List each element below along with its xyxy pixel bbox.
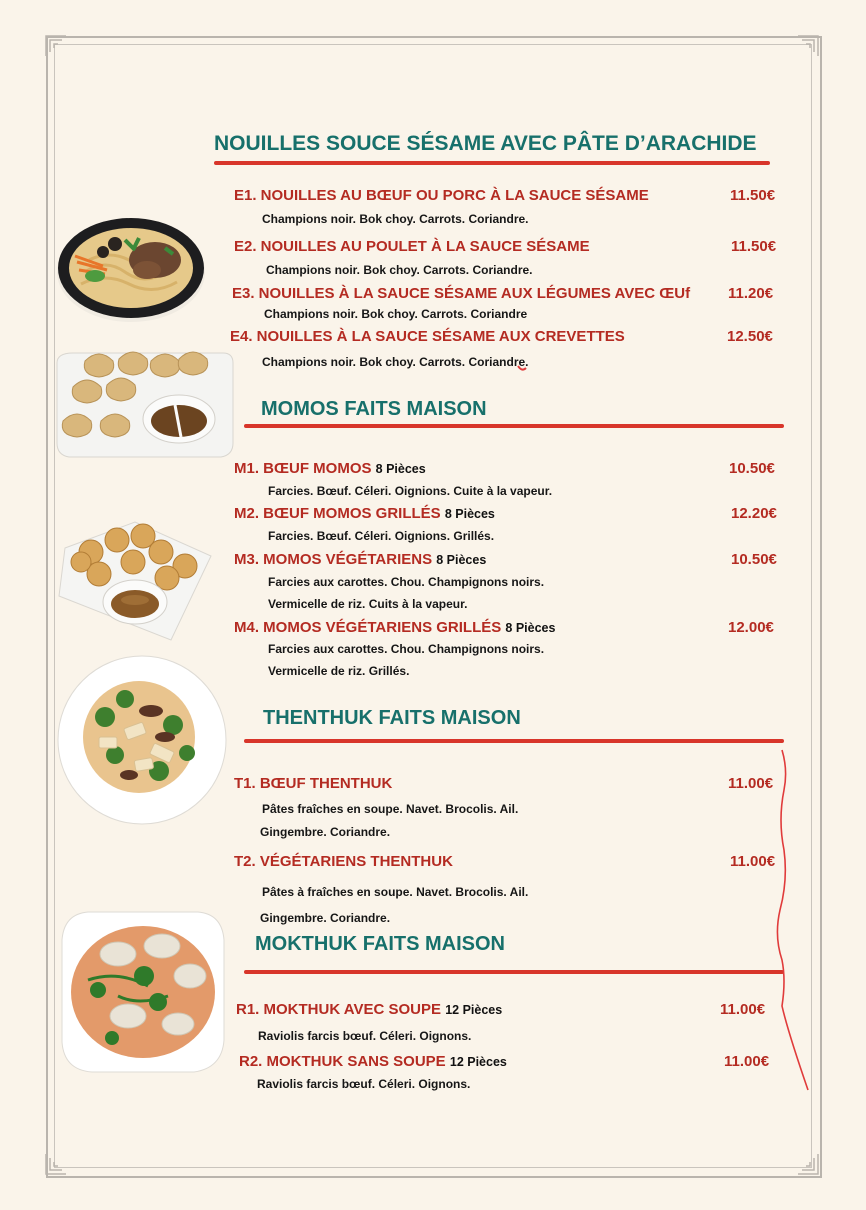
item-title-m4: M4. MOMOS VÉGÉTARIENS GRILLÉS 8 Pièces: [234, 619, 556, 636]
section-rule: [244, 970, 784, 974]
item-title-e4: E4. NOUILLES À LA SAUCE SÉSAME AUX CREVETTES: [230, 328, 625, 345]
item-price-e4: 12.50€: [727, 328, 773, 345]
item-desc-t2-line2: Gingembre. Coriandre.: [260, 911, 391, 925]
red-ink-bracket: [758, 748, 814, 1092]
grilled-momos-image: [55, 518, 217, 644]
corner-ornament-bottom-left: [44, 1152, 68, 1176]
item-price-m3: 10.50€: [731, 551, 777, 568]
item-title-r1: R1. MOKTHUK AVEC SOUPE 12 Pièces: [236, 1001, 503, 1018]
corner-ornament-top-left: [44, 34, 68, 58]
item-desc-e4: Champions noir. Bok choy. Carrots. Coriandre.: [262, 355, 529, 369]
steamed-momos-image: [55, 345, 235, 463]
item-title-m1: M1. BŒUF MOMOS 8 Pièces: [234, 460, 426, 477]
item-price-e1: 11.50€: [730, 187, 776, 204]
item-pieces: 12 Pièces: [449, 1055, 507, 1069]
item-desc-m3-line2: Vermicelle de riz. Cuits à la vapeur.: [268, 597, 468, 611]
item-price-t1: 11.00€: [728, 775, 774, 792]
item-pieces: 8 Pièces: [505, 621, 556, 635]
item-title-m2: M2. BŒUF MOMOS GRILLÉS 8 Pièces: [234, 505, 495, 522]
item-desc-t1-line2: Gingembre. Coriandre.: [260, 825, 391, 839]
item-title-m3: M3. MOMOS VÉGÉTARIENS 8 Pièces: [234, 551, 487, 568]
section-title-mokthuk: MOKTHUK FAITS MAISON: [255, 933, 505, 955]
section-rule: [244, 424, 784, 428]
item-price-m2: 12.20€: [731, 505, 777, 522]
section-title-thenthuk: THENTHUK FAITS MAISON: [263, 707, 521, 729]
item-price-m1: 10.50€: [729, 460, 775, 477]
item-desc-e3: Champions noir. Bok choy. Carrots. Coriandre: [264, 307, 528, 321]
noodle-bowl-image: [55, 212, 207, 324]
item-desc-m3-line1: Farcies aux carottes. Chou. Champignons noirs.: [268, 575, 545, 589]
item-pieces: 8 Pièces: [375, 462, 426, 476]
item-desc-e2: Champions noir. Bok choy. Carrots. Coriandre.: [266, 263, 533, 277]
section-title-momos: MOMOS FAITS MAISON: [261, 398, 487, 420]
item-price-m4: 12.00€: [728, 619, 774, 636]
section-title-nouilles: NOUILLES SOUCE SÉSAME AVEC PÂTE D’ARACHIDE: [214, 132, 757, 155]
item-price-e3: 11.20€: [728, 285, 774, 302]
thenthuk-bowl-image: [55, 655, 229, 825]
item-price-t2: 11.00€: [730, 853, 776, 870]
item-title-r2: R2. MOKTHUK SANS SOUPE 12 Pièces: [239, 1053, 507, 1070]
item-desc-m4-line2: Vermicelle de riz. Grillés.: [268, 664, 410, 678]
mokthuk-bowl-image: [58, 906, 228, 1076]
item-title-t1: T1. BŒUF THENTHUK: [234, 775, 393, 792]
item-price-e2: 11.50€: [731, 238, 777, 255]
item-desc-t1-line1: Pâtes fraîches en soupe. Navet. Brocolis. Ail.: [262, 802, 519, 816]
section-rule: [244, 739, 784, 743]
item-desc-m2: Farcies. Bœuf. Céleri. Oignions. Grillés.: [268, 529, 495, 543]
item-price-r2: 11.00€: [724, 1053, 770, 1070]
item-desc-t2-line1: Pâtes à fraîches en soupe. Navet. Brocolis. Ail.: [262, 885, 529, 899]
item-title-e2: E2. NOUILLES AU POULET À LA SAUCE SÉSAME: [234, 238, 590, 255]
item-price-r1: 11.00€: [720, 1001, 766, 1018]
item-desc-m4-line1: Farcies aux carottes. Chou. Champignons noirs.: [268, 642, 545, 656]
item-pieces: 8 Pièces: [444, 507, 495, 521]
item-title-t2: T2. VÉGÉTARIENS THENTHUK: [234, 853, 453, 870]
item-desc-e1: Champions noir. Bok choy. Carrots. Coriandre.: [262, 212, 529, 226]
item-title-e1: E1. NOUILLES AU BŒUF OU PORC À LA SAUCE SÉSAME: [234, 187, 649, 204]
item-title-e3: E3. NOUILLES À LA SAUCE SÉSAME AUX LÉGUMES AVEC ŒUf: [232, 285, 691, 302]
corner-ornament-bottom-right: [796, 1152, 820, 1176]
item-desc-r1: Raviolis farcis bœuf. Céleri. Oignons.: [258, 1029, 472, 1043]
item-desc-m1: Farcies. Bœuf. Céleri. Oignions. Cuite à la vapeur.: [268, 484, 553, 498]
item-desc-r2: Raviolis farcis bœuf. Céleri. Oignons.: [257, 1077, 471, 1091]
red-ink-dot: [516, 362, 528, 374]
item-pieces: 8 Pièces: [436, 553, 487, 567]
corner-ornament-top-right: [796, 34, 820, 58]
item-pieces: 12 Pièces: [445, 1003, 503, 1017]
section-rule: [214, 161, 770, 165]
